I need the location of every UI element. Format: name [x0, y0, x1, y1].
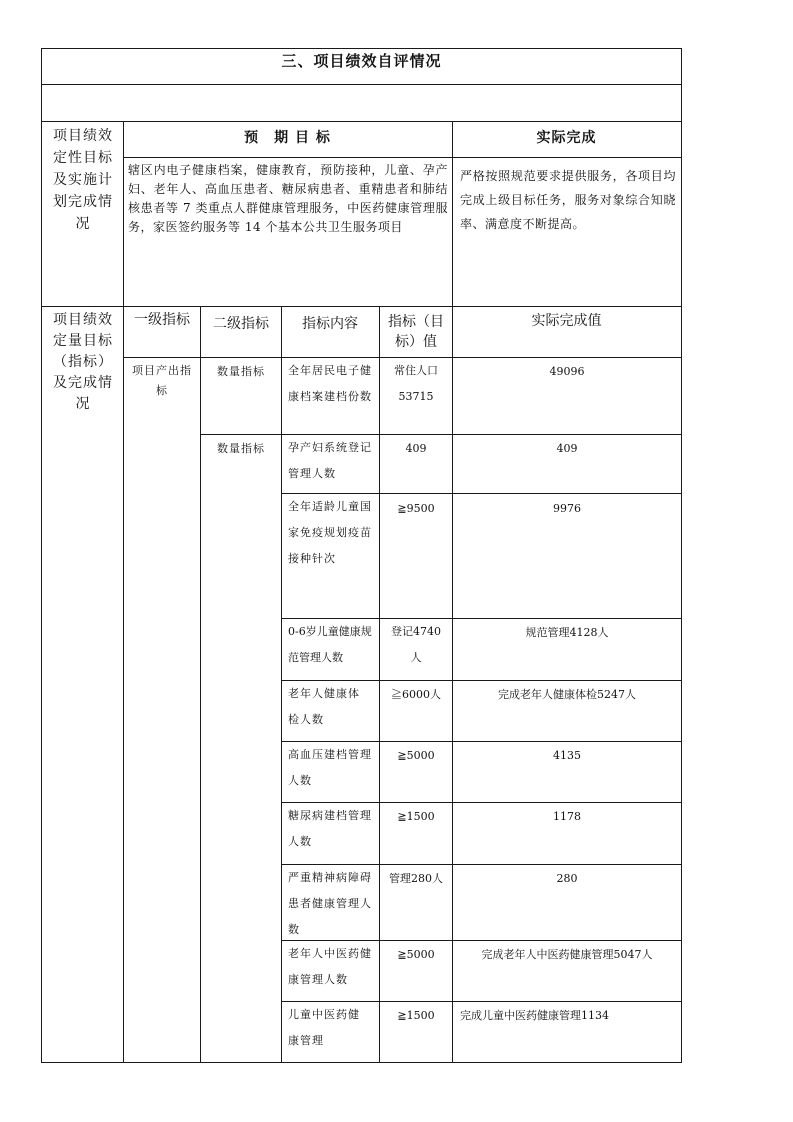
- indicator-actual: 4135: [553, 749, 581, 762]
- indicator-target: ≧5000: [397, 749, 435, 762]
- quantitative-side-label: 项目绩效定量目标（指标）及完成情况: [53, 312, 113, 412]
- rule: [41, 306, 682, 307]
- level2-header: 二级指标: [213, 316, 269, 332]
- expected-goal-header: 预 期 目 标: [244, 130, 331, 146]
- section-title: 三、项目绩效自评情况: [281, 52, 442, 70]
- indicator-content: 全年适龄儿童国家免疫规划疫苗接种针次: [288, 500, 372, 565]
- indicator-content: 老年人中医药健康管理人数: [288, 947, 372, 986]
- indicator-content: 老年人健康体检人数: [288, 687, 360, 726]
- indicator-actual: 完成老年人健康体检5247人: [498, 688, 636, 701]
- indicator-actual: 完成儿童中医药健康管理1134: [460, 1009, 609, 1022]
- rule: [200, 434, 682, 435]
- rule: [41, 84, 682, 85]
- content-header: 指标内容: [302, 316, 358, 332]
- level2-value: 数量指标: [217, 365, 265, 378]
- rule: [452, 306, 453, 1063]
- level1-value: 项目产出指标: [132, 364, 192, 397]
- indicator-content: 孕产妇系统登记管理人数: [288, 441, 372, 480]
- indicator-target: ≧1500: [397, 1009, 435, 1022]
- rule: [200, 306, 201, 1063]
- indicator-content: 0-6岁儿童健康规范管理人数: [288, 625, 372, 664]
- indicator-target: ≧6000人: [391, 688, 441, 701]
- indicator-content: 高血压建档管理人数: [288, 748, 372, 787]
- rule: [41, 48, 42, 1063]
- target-header: 指标（目标）值: [388, 314, 444, 350]
- indicator-target: 登记4740人: [391, 625, 441, 664]
- indicator-content: 糖尿病建档管理人数: [288, 809, 372, 848]
- qualitative-side-label: 项目绩效定性目标及实施计划完成情况: [53, 128, 113, 232]
- indicator-target: 常住人口53715: [394, 364, 438, 403]
- actual-completion-text: 严格按照规范要求提供服务，各项目均完成上级目标任务，服务对象综合知晓率、满意度不断提高。: [460, 169, 676, 231]
- indicator-content: 严重精神病障碍患者健康管理人数: [288, 871, 372, 936]
- rule: [41, 1062, 682, 1063]
- indicator-actual: 49096: [549, 365, 585, 378]
- level2-value: 数量指标: [217, 442, 265, 455]
- actual-value-header: 实际完成值: [531, 313, 602, 329]
- indicator-target: ≧9500: [397, 502, 435, 515]
- indicator-actual: 280: [556, 872, 578, 885]
- indicator-content: 全年居民电子健康档案建档份数: [288, 364, 372, 403]
- indicator-target: ≧1500: [397, 810, 435, 823]
- indicator-actual: 完成老年人中医药健康管理5047人: [481, 948, 653, 961]
- expected-goal-text: 辖区内电子健康档案，健康教育，预防接种，儿童、孕产妇、老年人、高血压患者、糖尿病患者、重精患者和肺结核患者等 7 类重点人群健康管理服务，中医药健康管理服务，家医签约服务等 14 个基本公共卫生服务项目: [128, 163, 448, 234]
- indicator-target: ≧5000: [397, 948, 435, 961]
- indicator-target: 409: [405, 442, 427, 455]
- indicator-actual: 1178: [553, 810, 581, 823]
- indicator-actual: 409: [556, 442, 578, 455]
- rule: [281, 306, 282, 1063]
- indicator-actual: 规范管理4128人: [525, 626, 609, 639]
- rule: [681, 48, 682, 1063]
- actual-completion-header: 实际完成: [536, 130, 597, 146]
- indicator-content: 儿童中医药健康管理: [288, 1008, 360, 1047]
- level1-header: 一级指标: [134, 312, 190, 328]
- indicator-target: 管理280人: [389, 872, 443, 885]
- indicator-actual: 9976: [553, 502, 581, 515]
- rule: [123, 121, 124, 1063]
- rule: [123, 157, 682, 158]
- rule: [379, 306, 380, 1063]
